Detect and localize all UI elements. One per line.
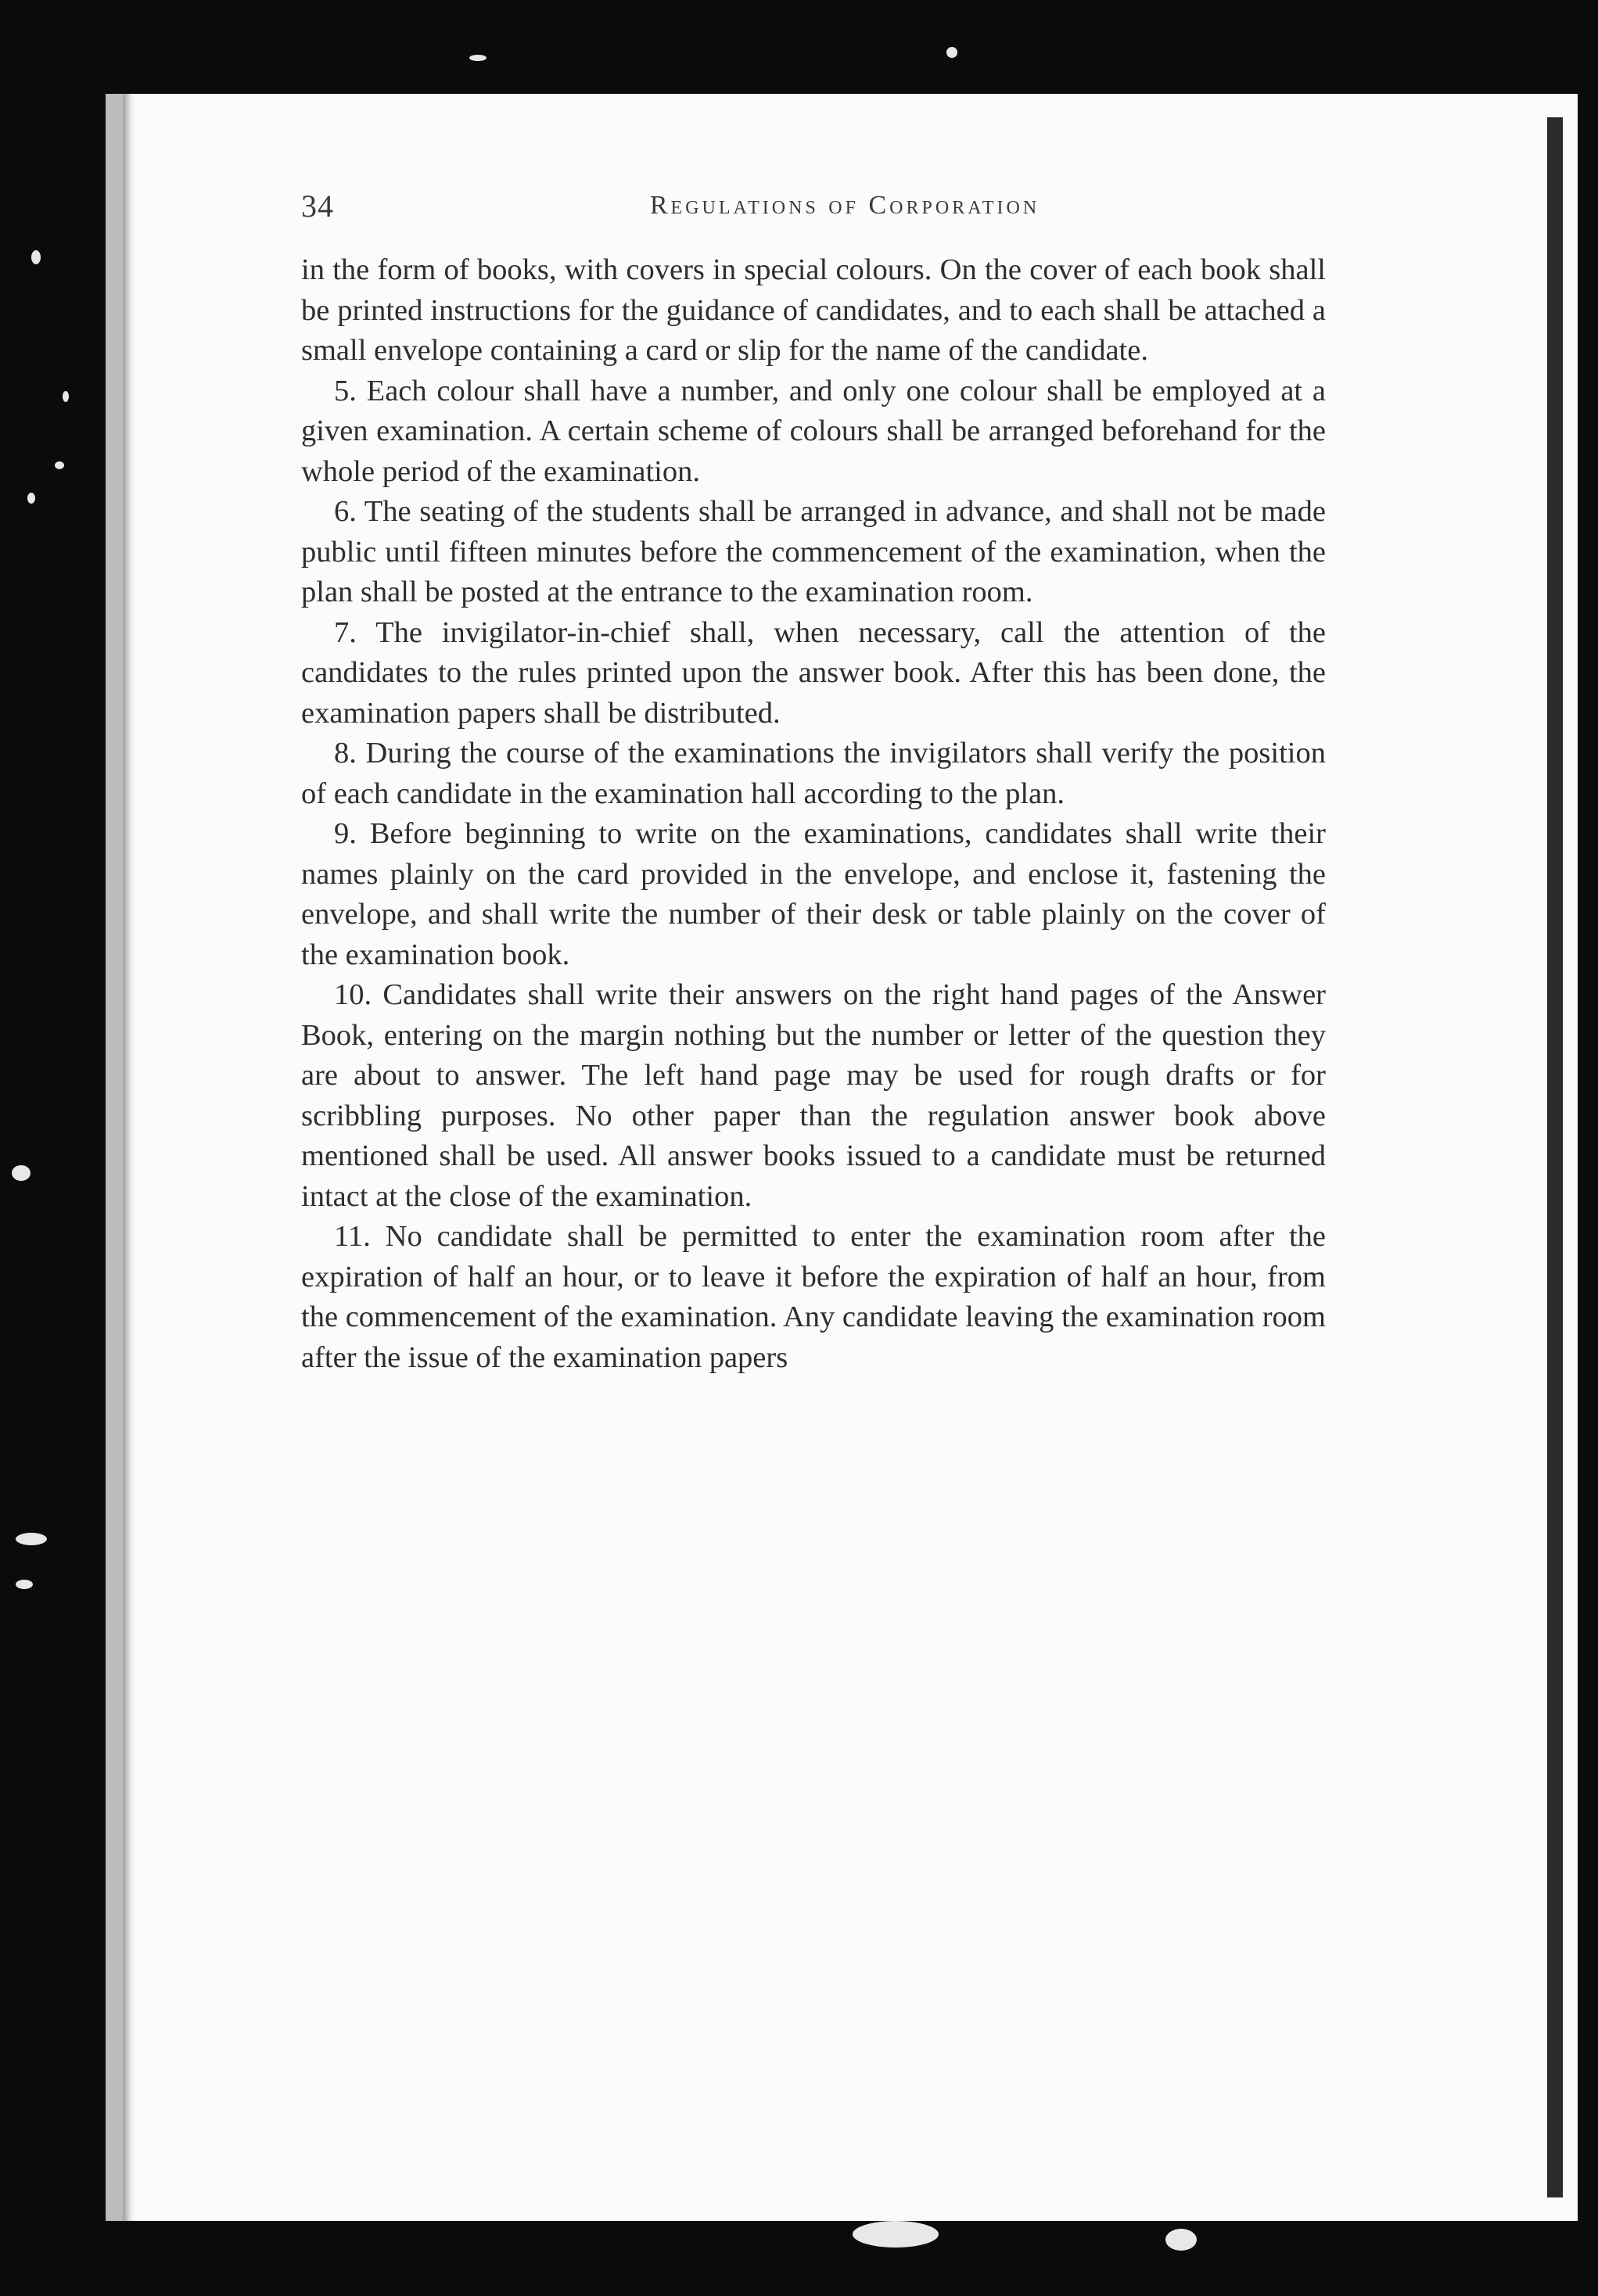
scan-speck bbox=[12, 1165, 31, 1181]
paragraph-number: 11. bbox=[334, 1220, 371, 1253]
paragraph-11 bbox=[301, 1217, 1326, 1378]
scan-speck bbox=[16, 1580, 33, 1589]
paragraph-text: Candidates shall write their answers on the right hand pages of the Answer Book, entering on the margin nothing but the number or letter of the question they are about to answer. The left hand page may be used for rough drafts or for scribbling purposes. No other paper than the regulation answer book above mentioned shall be used. All answer books issued to a candidate must be returned intact at the close of the examination. bbox=[301, 978, 1327, 1213]
scan-speck bbox=[1165, 2229, 1197, 2251]
paragraph-number: 8. bbox=[334, 737, 357, 770]
paragraph-number: 7. bbox=[334, 615, 357, 649]
page-gutter-shadow bbox=[1547, 117, 1563, 2197]
paragraph-number: 10. bbox=[334, 978, 372, 1011]
paragraph-text: The invigilator-in-chief shall, when necessary, call the attention of the candidates to the rules printed upon the answer book. After this has been done, the examination papers shall be distributed. bbox=[301, 615, 1326, 730]
paragraph-10 bbox=[301, 975, 1326, 1217]
body-text bbox=[301, 250, 1326, 1378]
paragraph-text: Each colour shall have a number, and only one colour shall be employed at a given examination. A certain scheme of colours shall be arranged beforehand for the whole period of the examination. bbox=[301, 374, 1326, 488]
scan-speck bbox=[469, 55, 487, 61]
scan-speck bbox=[63, 391, 69, 402]
page-header bbox=[301, 188, 1326, 242]
paragraph-9 bbox=[301, 814, 1326, 975]
scan-speck bbox=[16, 1533, 47, 1545]
paragraph-text: Before beginning to write on the examinations, candidates shall write their names plainly on the card provided in the envelope, and enclose it, fastening the envelope, and shall write the number of their desk or table plainly on the cover of the examination book. bbox=[301, 817, 1327, 971]
scan-speck bbox=[31, 250, 41, 264]
scan-speck bbox=[27, 493, 35, 504]
paragraph-text: During the course of the examinations the invigilators shall verify the position of each candidate in the examination hall according to the plan. bbox=[301, 737, 1326, 810]
page-number: 34 bbox=[301, 188, 334, 224]
paragraph-continuation bbox=[301, 250, 1326, 371]
paragraph-text: in the form of books, with covers in special colours. On the cover of each book shall be printed instructions for the guidance of candidates, and to each shall be attached a small envelope containing a card or slip for the name of the candidate. bbox=[301, 253, 1326, 367]
scan-speck bbox=[853, 2221, 939, 2248]
paragraph-7 bbox=[301, 613, 1326, 734]
paragraph-number: 5. bbox=[334, 374, 357, 407]
paragraph-text: The seating of the students shall be arranged in advance, and shall not be made public until fifteen minutes before the commencement of the examination, when the plan shall be posted at the entrance to the examination room. bbox=[301, 495, 1326, 608]
scan-speck bbox=[55, 461, 64, 469]
scan-speck bbox=[946, 47, 957, 58]
paragraph-number: 6. bbox=[334, 495, 357, 528]
paragraph-text: No candidate shall be permitted to enter the examination room after the expiration of half an hour, or to leave it before the expiration of half an hour, from the commencement of the examination. Any candidate leaving the examination room after the issue of the examination papers bbox=[301, 1220, 1327, 1374]
paragraph-8 bbox=[301, 734, 1326, 814]
paragraph-5 bbox=[301, 371, 1326, 493]
paragraph-number: 9. bbox=[334, 817, 357, 850]
paragraph-6 bbox=[301, 492, 1326, 613]
running-title: Regulations of Corporation bbox=[649, 191, 1040, 220]
